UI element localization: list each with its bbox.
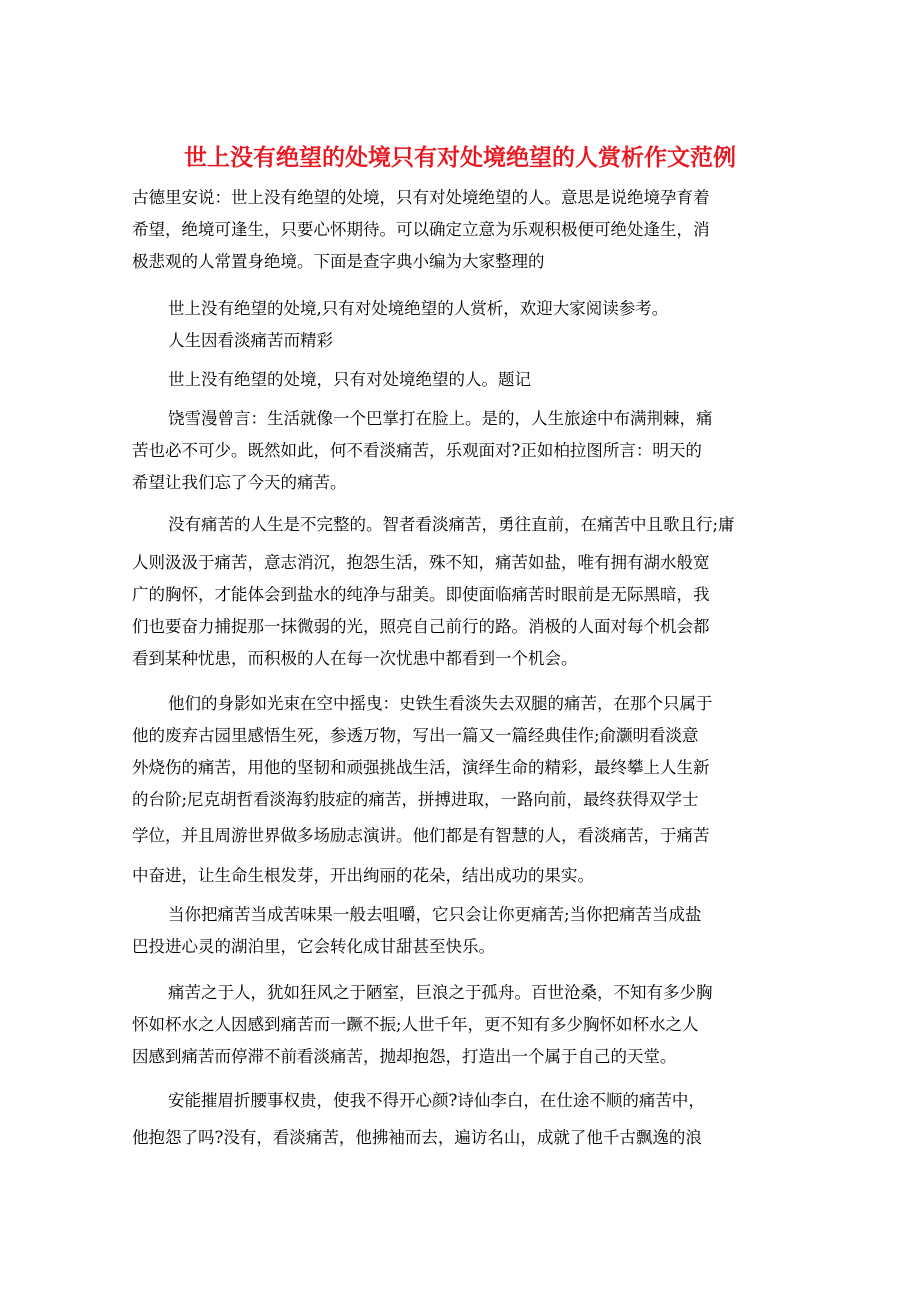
text-line: 他的废弃古园里感悟生死，参透万物，写出一篇又一篇经典佳作;俞灏明看淡意 [132,726,699,745]
text-line: 古德里安说：世上没有绝望的处境，只有对处境绝望的人。意思是说绝境孕育着 [132,188,710,207]
text-line: 他们的身影如光束在空中摇曳：史铁生看淡失去双腿的痛苦，在那个只属于 [168,694,713,713]
text-line: 人生因看淡痛苦而精彩 [168,331,333,350]
text-line: 怀如杯水之人因感到痛苦而一蹶不振;人世千年，更不知有多少胸怀如杯水之人 [132,1015,699,1034]
document-title: 世上没有绝望的处境只有对处境绝望的人赏析作文范例 [184,144,736,171]
text-line: 人则汲汲于痛苦，意志消沉，抱怨生活，殊不知，痛苦如盐，唯有拥有湖水般宽 [132,553,710,572]
text-line: 外烧伤的痛苦，用他的坚韧和顽强挑战生活，演绎生命的精彩，最终攀上人生新 [132,758,710,777]
text-line: 看到某种忧患，而积极的人在每一次忧患中都看到一个机会。 [132,649,578,668]
text-line: 安能摧眉折腰事权贵，使我不得开心颜?诗仙李白，在仕途不顺的痛苦中， [168,1091,705,1110]
text-line: 极悲观的人常置身绝境。下面是查字典小编为大家整理的 [132,252,545,271]
text-line: 痛苦之于人，犹如狂风之于陋室，巨浪之于孤舟。百世沧桑，不知有多少胸 [168,983,713,1002]
text-line: 广的胸怀，才能体会到盐水的纯净与甜美。即使面临痛苦时眼前是无际黑暗，我 [132,585,710,604]
text-line: 苦也必不可少。既然如此，何不看淡痛苦，乐观面对?正如柏拉图所言：明天的 [132,441,702,460]
text-line: 世上没有绝望的处境,只有对处境绝望的人赏析，欢迎大家阅读参考。 [168,299,669,318]
text-line: 饶雪漫曾言：生活就像一个巴掌打在脸上。是的，人生旅途中布满荆棘，痛 [168,409,713,428]
text-line: 们也要奋力捕捉那一抹微弱的光，照亮自己前行的路。消极的人面对每个机会都 [132,617,710,636]
text-line: 的台阶;尼克胡哲看淡海豹肢症的痛苦，拼搏进取，一路向前，最终获得双学士 [132,790,699,809]
text-line: 因感到痛苦而停滞不前看淡痛苦，抛却抱怨，打造出一个属于自己的天堂。 [132,1047,677,1066]
text-line: 他抱怨了吗?没有，看淡痛苦，他拂袖而去，遍访名山，成就了他千古飘逸的浪 [132,1128,702,1147]
text-line: 希望，绝境可逢生，只要心怀期待。可以确定立意为乐观积极便可绝处逢生，消 [132,220,710,239]
text-line: 巴投进心灵的湖泊里，它会转化成甘甜甚至快乐。 [132,937,495,956]
text-line: 希望让我们忘了今天的痛苦。 [132,473,347,492]
text-line: 学位，并且周游世界做多场励志演讲。他们都是有智慧的人，看淡痛苦，于痛苦 [132,826,710,845]
text-line: 中奋进，让生命生根发芽，开出绚丽的花朵，结出成功的果实。 [132,866,594,885]
text-line: 当你把痛苦当成苦味果一般去咀嚼，它只会让你更痛苦;当你把痛苦当成盐 [168,905,702,924]
text-line: 世上没有绝望的处境，只有对处境绝望的人。题记 [168,370,531,389]
text-line: 没有痛苦的人生是不完整的。智者看淡痛苦，勇往直前，在痛苦中且歌且行;庸 [168,515,735,534]
